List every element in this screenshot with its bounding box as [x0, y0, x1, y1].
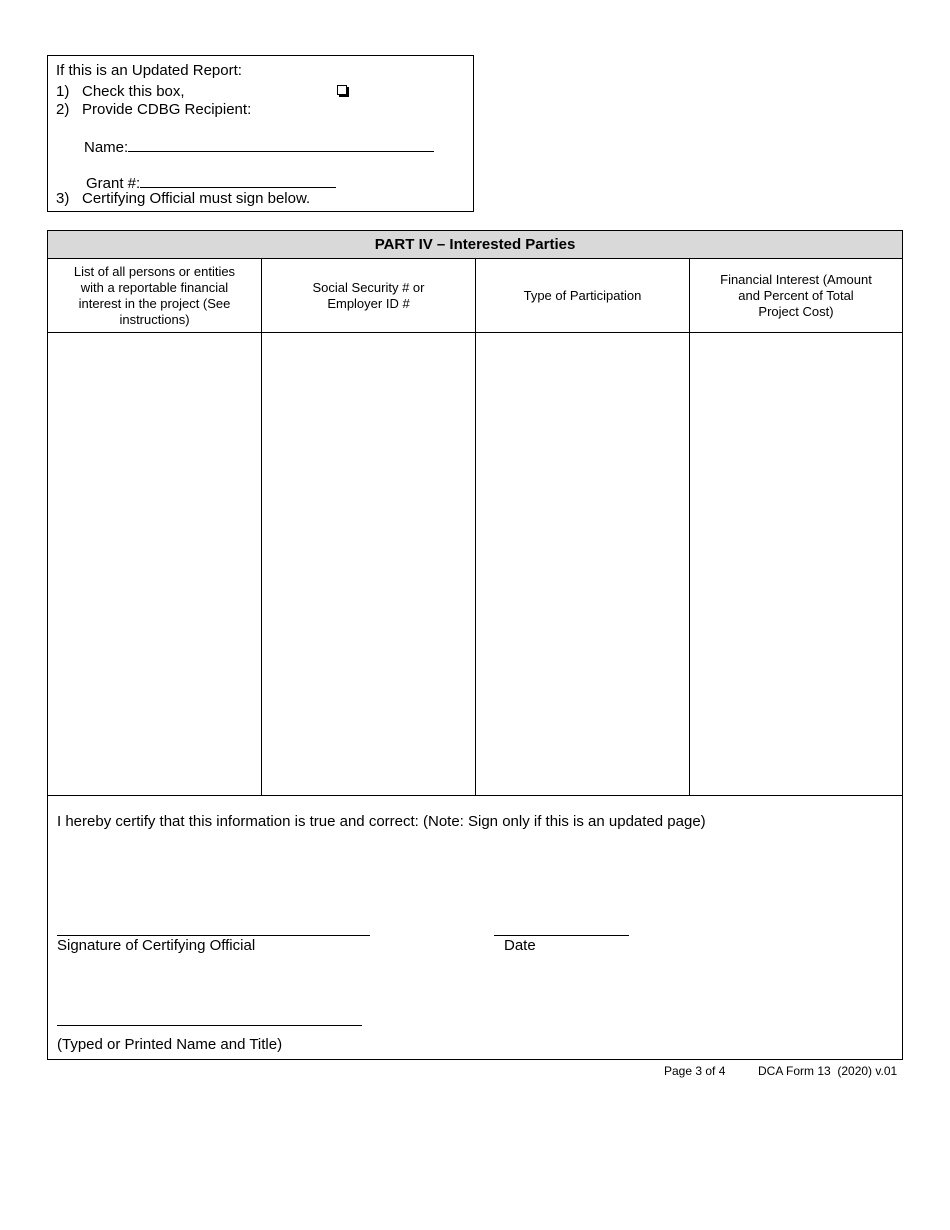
step-1-text: Check this box,	[82, 83, 185, 100]
updated-report-box	[47, 55, 474, 212]
step-2-text: Provide CDBG Recipient:	[82, 101, 252, 118]
column-header-participation	[476, 259, 689, 332]
column-divider-1	[261, 259, 262, 795]
page-number: Page 3 of 4	[664, 1064, 726, 1078]
date-label: Date	[504, 937, 536, 954]
table-bottom-divider	[48, 795, 902, 796]
certification-statement: I hereby certify that this information is true and correct: (Note: Sign only if this is an updated page)	[57, 813, 706, 830]
signature-line[interactable]	[57, 935, 370, 936]
name-title-label: (Typed or Printed Name and Title)	[57, 1036, 283, 1053]
column-header-financial-interest	[690, 259, 902, 332]
step-1-number: 1)	[56, 83, 70, 100]
column-header-ssn	[262, 259, 475, 332]
column-header-persons-text: List of all persons or entities with a reportable financial interest in the project (See instructions)	[73, 263, 236, 327]
recipient-name-field	[84, 137, 434, 157]
column-header-participation-text: Type of Participation	[523, 287, 642, 303]
signature-label: Signature of Certifying Official	[57, 937, 256, 954]
column-header-persons	[48, 259, 261, 332]
column-header-financial-interest-text: Financial Interest (Amount and Percent of Total Project Cost)	[720, 271, 872, 319]
column-header-ssn-text: Social Security # or Employer ID #	[312, 279, 425, 311]
step-3-text: Certifying Official must sign below.	[82, 190, 311, 207]
date-line[interactable]	[494, 935, 629, 936]
part-iv-title: PART IV – Interested Parties	[48, 231, 902, 259]
step-3	[56, 190, 310, 208]
step-1	[56, 83, 185, 101]
column-divider-3	[689, 259, 690, 795]
grant-input-line[interactable]	[140, 173, 336, 188]
name-input-line[interactable]	[128, 137, 434, 152]
form-id: DCA Form 13 (2020) v.01	[758, 1064, 898, 1078]
step-3-number: 3)	[56, 190, 70, 207]
name-label: Name:	[84, 139, 129, 156]
step-2-number: 2)	[56, 101, 70, 118]
updated-report-checkbox[interactable]	[337, 85, 347, 95]
part-iv-section	[47, 230, 903, 1060]
step-2	[56, 101, 251, 119]
grant-label: Grant #:	[86, 175, 141, 192]
updated-report-intro: If this is an Updated Report:	[56, 62, 242, 79]
name-title-line[interactable]	[57, 1025, 362, 1026]
column-divider-2	[475, 259, 476, 795]
